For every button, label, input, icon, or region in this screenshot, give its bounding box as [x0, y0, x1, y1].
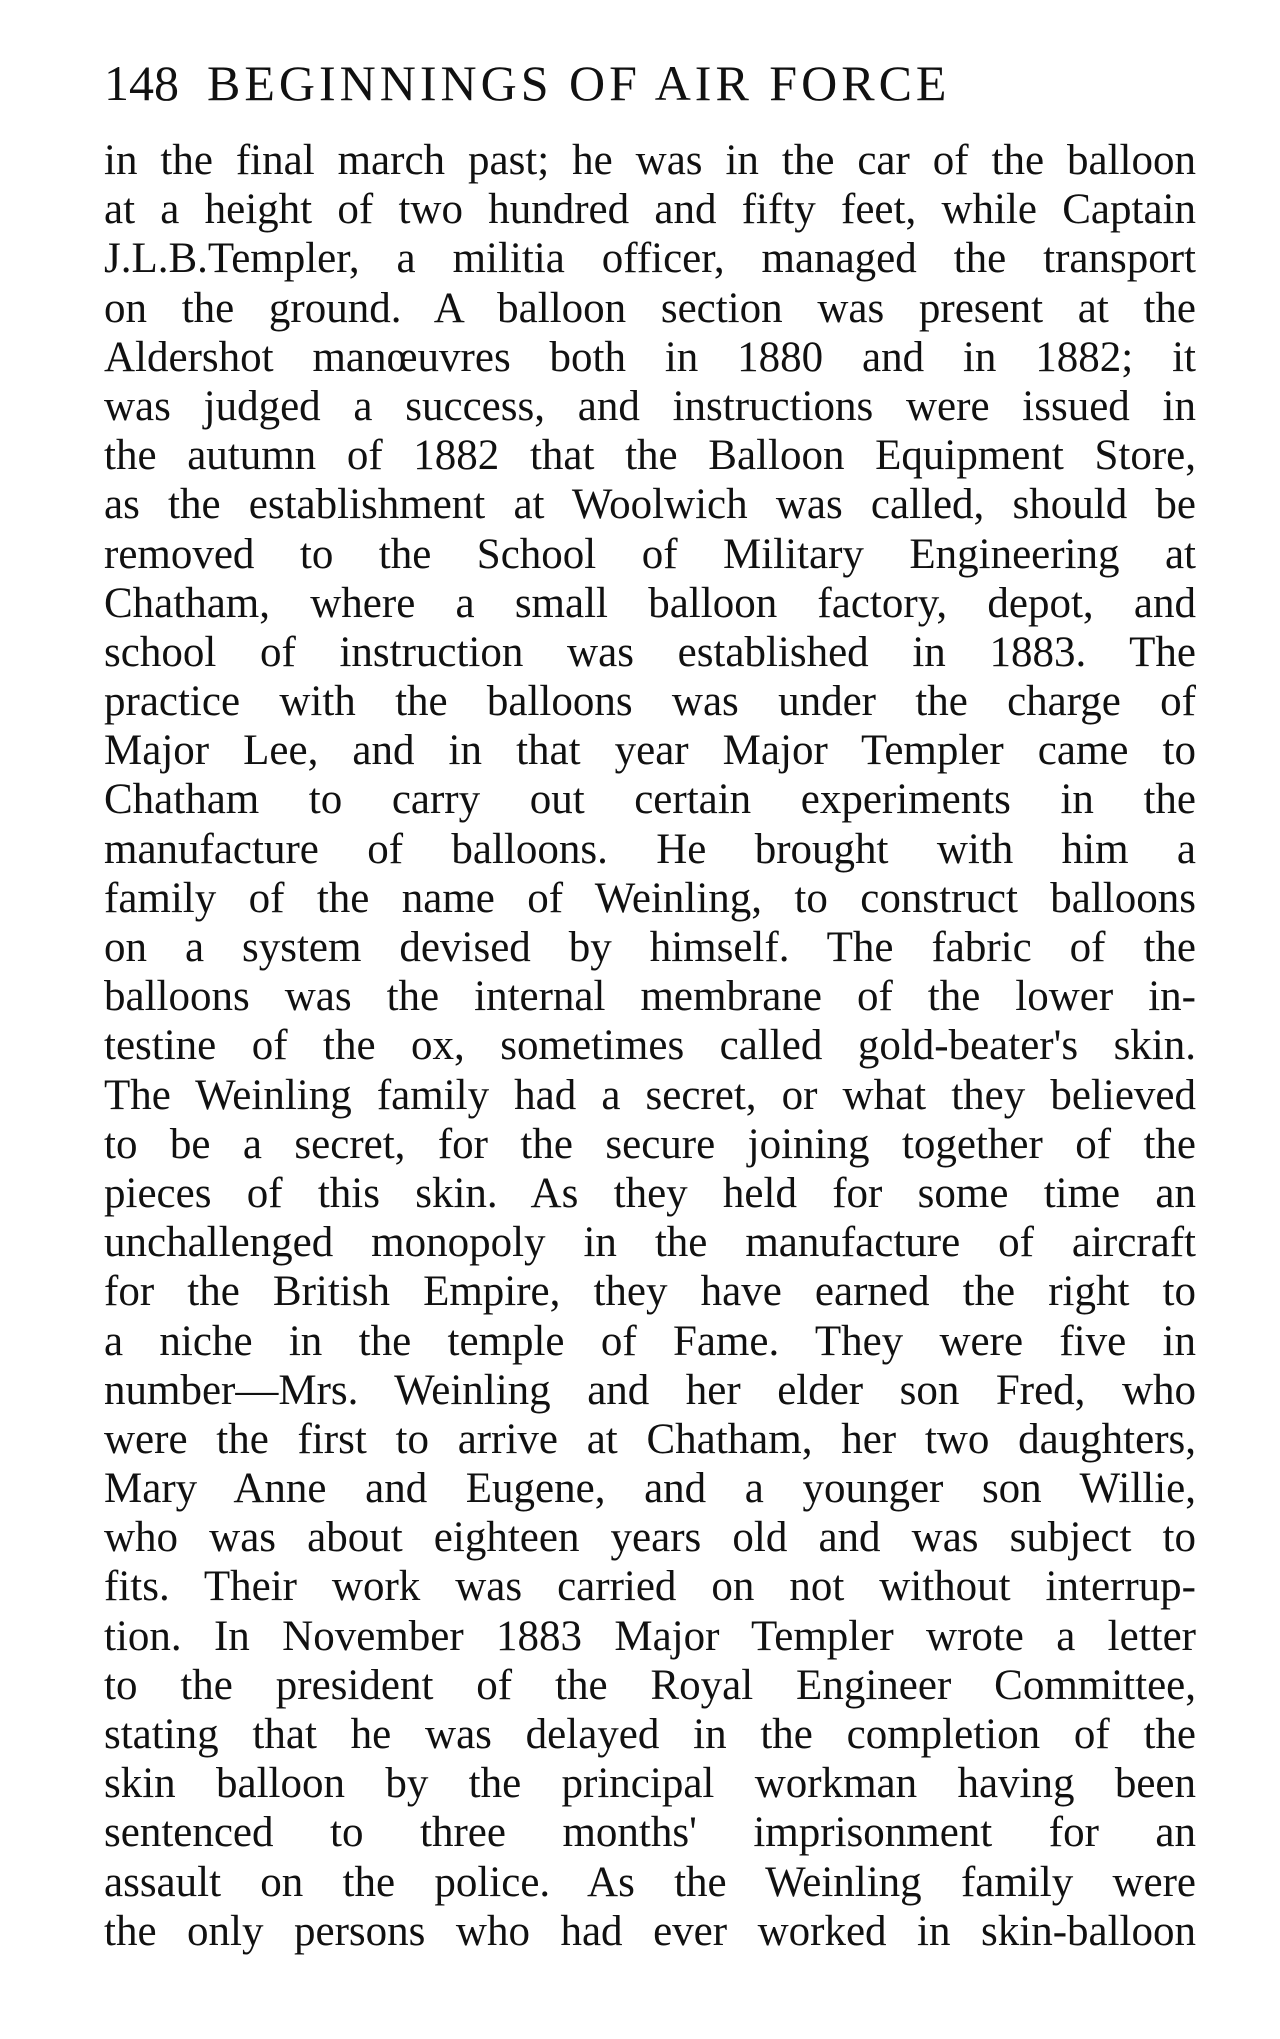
text-line: pieces of this skin. As they held for some time an: [104, 1169, 1196, 1217]
text-line: was judged a success, and instructions were issued in: [104, 382, 1196, 430]
text-line: a niche in the temple of Fame. They were five in: [104, 1317, 1196, 1365]
text-line: unchallenged monopoly in the manufacture of aircraft: [104, 1219, 1196, 1267]
text-line: Mary Anne and Eugene, and a younger son Willie,: [104, 1465, 1196, 1513]
text-line: number—Mrs. Weinling and her elder son Fred, who: [104, 1366, 1196, 1414]
text-line: tion. In November 1883 Major Templer wrote a letter: [104, 1612, 1196, 1660]
text-line: were the first to arrive at Chatham, her two daughters,: [104, 1415, 1196, 1463]
text-line: as the establishment at Woolwich was called, should be: [104, 481, 1196, 529]
text-line: The Weinling family had a secret, or what they believed: [104, 1071, 1196, 1119]
text-line: school of instruction was established in 1883. The: [104, 628, 1196, 676]
text-line: on a system devised by himself. The fabric of the: [104, 924, 1196, 971]
text-line: practice with the balloons was under the charge of: [104, 678, 1196, 726]
text-line: Chatham, where a small balloon factory, depot, and: [104, 579, 1196, 627]
running-head: [104, 48, 1194, 118]
text-line: assault on the police. As the Weinling family were: [104, 1858, 1196, 1906]
text-line: the only persons who had ever worked in skin-balloon: [104, 1907, 1196, 1955]
text-line: on the ground. A balloon section was present at the: [104, 284, 1196, 332]
text-line: who was about eighteen years old and was subject to: [104, 1514, 1196, 1562]
text-line: J.L.B.Templer, a militia officer, managed the transport: [104, 235, 1196, 283]
text-line: in the final march past; he was in the car of the balloon: [104, 137, 1196, 184]
text-line: for the British Empire, they have earned the right to: [104, 1268, 1196, 1316]
text-line: balloons was the internal membrane of the lower in-: [104, 973, 1196, 1021]
text-line: Major Lee, and in that year Major Templer came to: [104, 727, 1196, 775]
text-line: at a height of two hundred and fifty feet, while Captain: [104, 186, 1196, 234]
text-line: fits. Their work was carried on not without interrup-: [104, 1563, 1196, 1611]
body-text: [104, 136, 1196, 1956]
page-number: 148: [104, 55, 179, 111]
text-line: skin balloon by the principal workman having been: [104, 1760, 1196, 1808]
text-line: removed to the School of Military Engineering at: [104, 530, 1196, 578]
text-line: the autumn of 1882 that the Balloon Equipment Store,: [104, 432, 1196, 480]
text-line: family of the name of Weinling, to construct balloons: [104, 874, 1196, 922]
text-line: testine of the ox, sometimes called gold-beater's skin.: [104, 1022, 1196, 1070]
running-title: BEGINNINGS OF AIR FORCE: [207, 55, 951, 111]
text-line: Aldershot manœuvres both in 1880 and in 1882; it: [104, 333, 1196, 381]
text-line: to be a secret, for the secure joining together of the: [104, 1120, 1196, 1168]
text-line: Chatham to carry out certain experiments in the: [104, 776, 1196, 824]
text-line: to the president of the Royal Engineer Committee,: [104, 1661, 1196, 1709]
text-line: manufacture of balloons. He brought with him a: [104, 825, 1196, 873]
text-line: stating that he was delayed in the completion of the: [104, 1711, 1196, 1758]
text-line: sentenced to three months' imprisonment for an: [104, 1809, 1196, 1857]
